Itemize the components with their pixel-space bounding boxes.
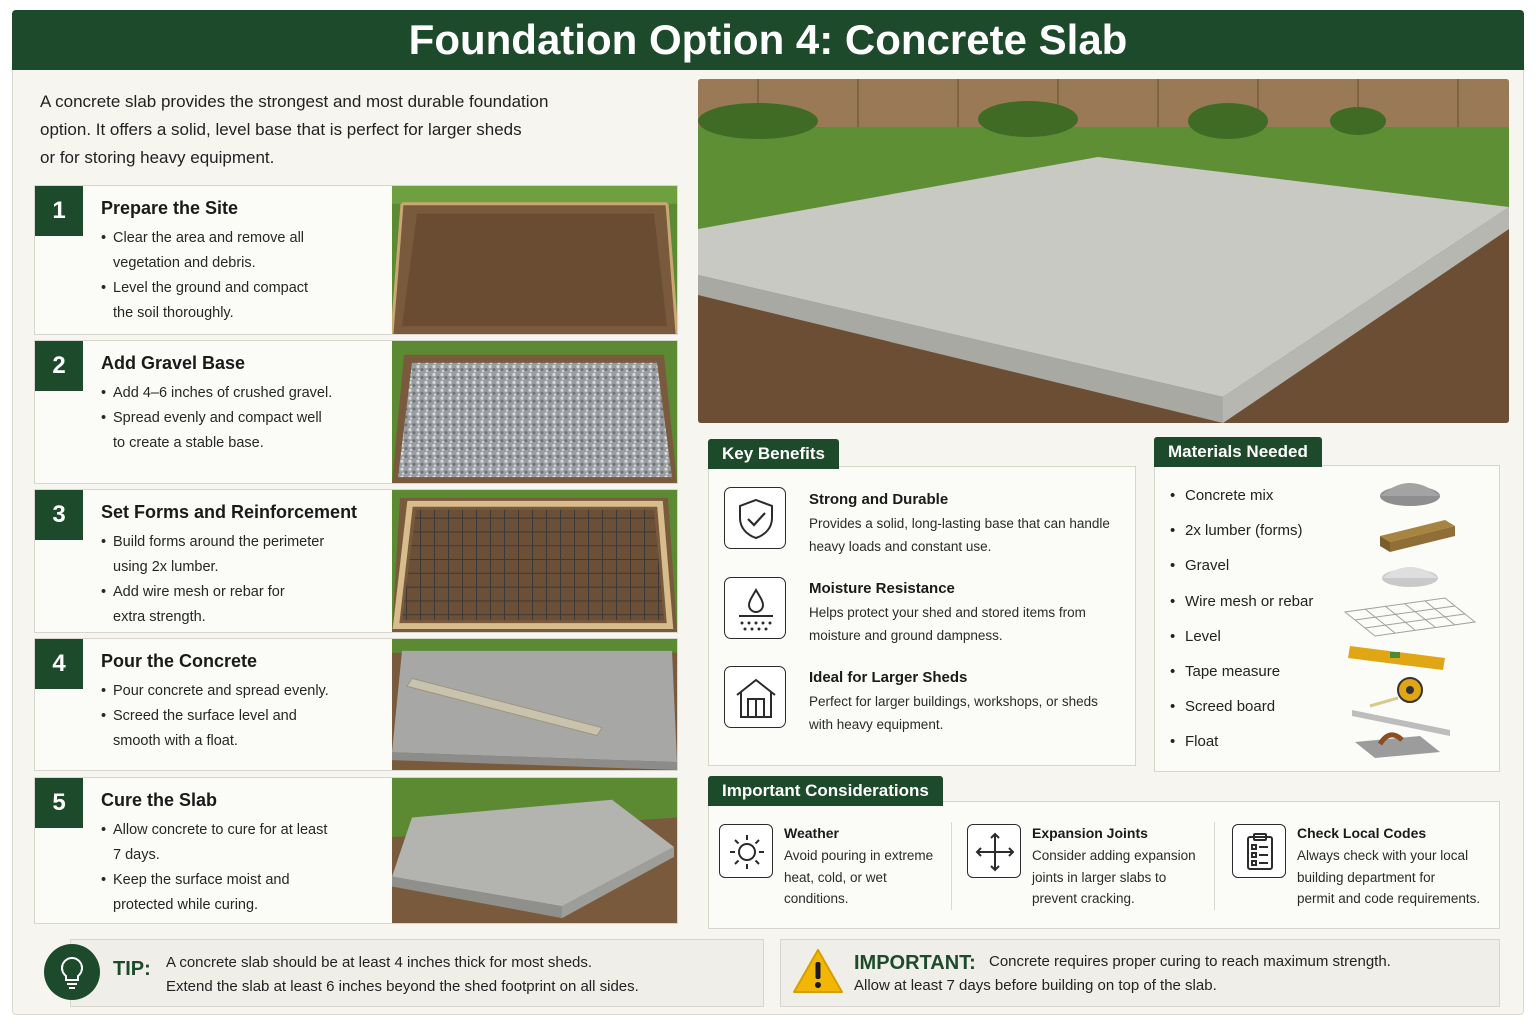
consideration-text: Always check with your local building department for permit and code requirements. — [1297, 848, 1481, 906]
consideration-text: Avoid pouring in extreme heat, cold, or wet conditions. — [784, 848, 934, 906]
step-number: 1 — [35, 186, 83, 236]
tape-measure-icon — [1370, 678, 1422, 706]
intro-text: A concrete slab provides the strongest and most durable foundation option. It offers a solid, level base that is perfect for larger sheds or for storing heavy equipment. — [40, 92, 549, 167]
step-bullets: • Pour concrete and spread evenly. • Screed the surface level and smooth with a float. — [101, 679, 371, 754]
step-number: 2 — [35, 341, 83, 391]
materials-list — [1170, 480, 1313, 762]
divider — [1214, 822, 1215, 910]
step-title: Add Gravel Base — [101, 353, 246, 373]
step-title: Prepare the Site — [101, 198, 239, 218]
step-bullets: • Build forms around the perimeter using 2x lumber. • Add wire mesh or rebar for extra strength. — [101, 530, 371, 630]
benefit-title: Strong and Durable — [809, 491, 949, 508]
key-benefits-heading: Key Benefits — [708, 439, 839, 469]
consideration-title: Weather — [784, 825, 839, 841]
material-item: • 2x lumber (forms) — [1170, 515, 1313, 550]
considerations-heading: Important Considerations — [708, 776, 943, 806]
step-title: Pour the Concrete — [101, 651, 258, 671]
material-item: • Gravel — [1170, 550, 1313, 585]
concrete-slab-hero-image — [698, 79, 1509, 423]
material-item: • Level — [1170, 621, 1313, 656]
gravel-icon — [1382, 567, 1438, 587]
step-bullets: • Allow concrete to cure for at least 7 days. • Keep the surface moist and protected while curing. — [101, 818, 371, 918]
step-card-3 — [34, 489, 678, 633]
gravel-base-image — [392, 341, 677, 483]
sun-icon — [719, 824, 773, 878]
divider — [951, 822, 952, 910]
material-item: • Float — [1170, 726, 1313, 761]
step-bullets: • Add 4–6 inches of crushed gravel. • Spread evenly and compact well to create a stable base. — [101, 381, 371, 456]
tip-label: TIP: — [113, 958, 151, 980]
benefit-text: Provides a solid, long-lasting base that can handle heavy loads and constant use. — [809, 516, 1110, 554]
consideration-title: Check Local Codes — [1297, 825, 1427, 841]
benefit-title: Moisture Resistance — [809, 580, 955, 597]
step-card-2 — [34, 340, 678, 484]
expand-arrows-icon — [967, 824, 1021, 878]
step-card-5 — [34, 777, 678, 924]
warning-icon — [792, 947, 844, 995]
important-label: IMPORTANT: — [854, 952, 976, 974]
step-title: Cure the Slab — [101, 790, 218, 810]
material-item: • Wire mesh or rebar — [1170, 586, 1313, 621]
concrete-mix-icon — [1380, 483, 1440, 506]
materials-illustrations — [1340, 474, 1490, 764]
clipboard-icon — [1232, 824, 1286, 878]
float-icon — [1355, 735, 1440, 758]
screed-board-icon — [1352, 710, 1450, 736]
step-card-1 — [34, 185, 678, 335]
shield-check-icon — [724, 487, 786, 549]
consideration-text: Consider adding expansion joints in larger slabs to prevent cracking. — [1032, 848, 1196, 906]
tip-text: A concrete slab should be at least 4 inches thick for most sheds. Extend the slab at least 6 inches beyond the shed footprint on all sides. — [166, 954, 639, 995]
step-title: Set Forms and Reinforcement — [101, 502, 358, 522]
step-number: 3 — [35, 490, 83, 540]
lightbulb-icon — [44, 944, 100, 1000]
water-drop-icon — [724, 577, 786, 639]
pour-concrete-image — [392, 639, 677, 770]
site-prep-image — [392, 186, 677, 334]
level-icon — [1348, 646, 1445, 670]
consideration-title: Expansion Joints — [1032, 825, 1148, 841]
material-item: • Screed board — [1170, 691, 1313, 726]
benefit-text: Perfect for larger buildings, workshops, or sheds with heavy equipment. — [809, 694, 1098, 732]
shed-icon — [724, 666, 786, 728]
material-item: • Concrete mix — [1170, 480, 1313, 515]
forms-rebar-image — [392, 490, 677, 632]
materials-heading: Materials Needed — [1154, 437, 1322, 467]
step-card-4 — [34, 638, 678, 771]
lumber-icon — [1380, 520, 1455, 552]
wire-mesh-icon — [1345, 598, 1475, 636]
important-text-line2: Allow at least 7 days before building on top of the slab. — [854, 977, 1217, 994]
page-title: Foundation Option 4: Concrete Slab — [12, 10, 1524, 70]
material-item: • Tape measure — [1170, 656, 1313, 691]
step-number: 4 — [35, 639, 83, 689]
benefit-text: Helps protect your shed and stored items from moisture and ground dampness. — [809, 605, 1086, 643]
benefit-title: Ideal for Larger Sheds — [809, 669, 968, 686]
step-number: 5 — [35, 778, 83, 828]
cured-slab-image — [392, 778, 677, 923]
important-text-line1: Concrete requires proper curing to reach maximum strength. — [989, 953, 1391, 970]
step-bullets: • Clear the area and remove all vegetation and debris. • Level the ground and compact the soil thoroughly. — [101, 226, 371, 326]
